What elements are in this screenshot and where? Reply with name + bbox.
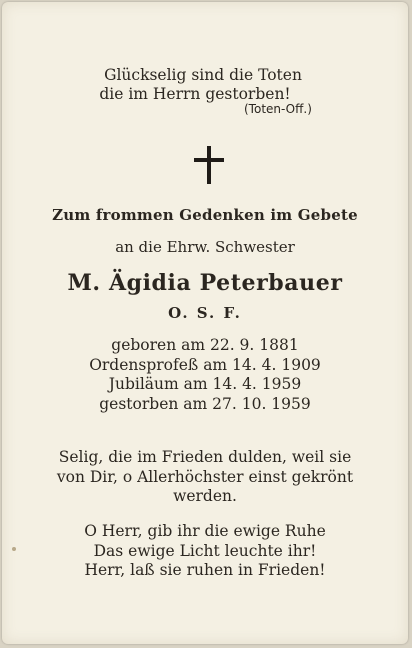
prayer-line: Das ewige Licht leuchte ihr! — [93, 541, 317, 560]
date-line: Ordensprofeß am 14. 4. 1909 — [89, 355, 321, 374]
life-dates — [2, 336, 408, 414]
prayer-line: werden. — [173, 487, 237, 505]
prayer-line: von Dir, o Allerhöchster einst gekrönt — [56, 467, 354, 486]
date-line: geboren am 22. 9. 1881 — [111, 336, 299, 354]
memorial-card — [2, 2, 408, 644]
beatitude-prayer — [2, 448, 408, 507]
cross-icon — [194, 146, 224, 184]
eternal-rest-prayer — [2, 522, 408, 581]
prayer-line: O Herr, gib ihr die ewige Ruhe — [84, 522, 326, 540]
verse-line: Glückselig sind die Toten — [104, 66, 302, 84]
prayer-line: Herr, laß sie ruhen in Frieden! — [84, 561, 326, 579]
verse-line: die im Herrn gestorben! — [99, 85, 291, 103]
date-line: Jubiläum am 14. 4. 1959 — [108, 375, 302, 393]
religious-order: O. S. F. — [168, 304, 242, 322]
sister-line: an die Ehrw. Schwester — [115, 238, 295, 256]
deceased-name: M. Ägidia Peterbauer — [67, 270, 343, 296]
memorial-heading: Zum frommen Gedenken im Gebete — [52, 206, 358, 224]
verse-reference: (Toten-Off.) — [244, 102, 312, 116]
opening-verse — [2, 66, 408, 104]
date-line: gestorben am 27. 10. 1959 — [99, 394, 311, 413]
prayer-line: Selig, die im Frieden dulden, weil sie — [58, 448, 352, 466]
